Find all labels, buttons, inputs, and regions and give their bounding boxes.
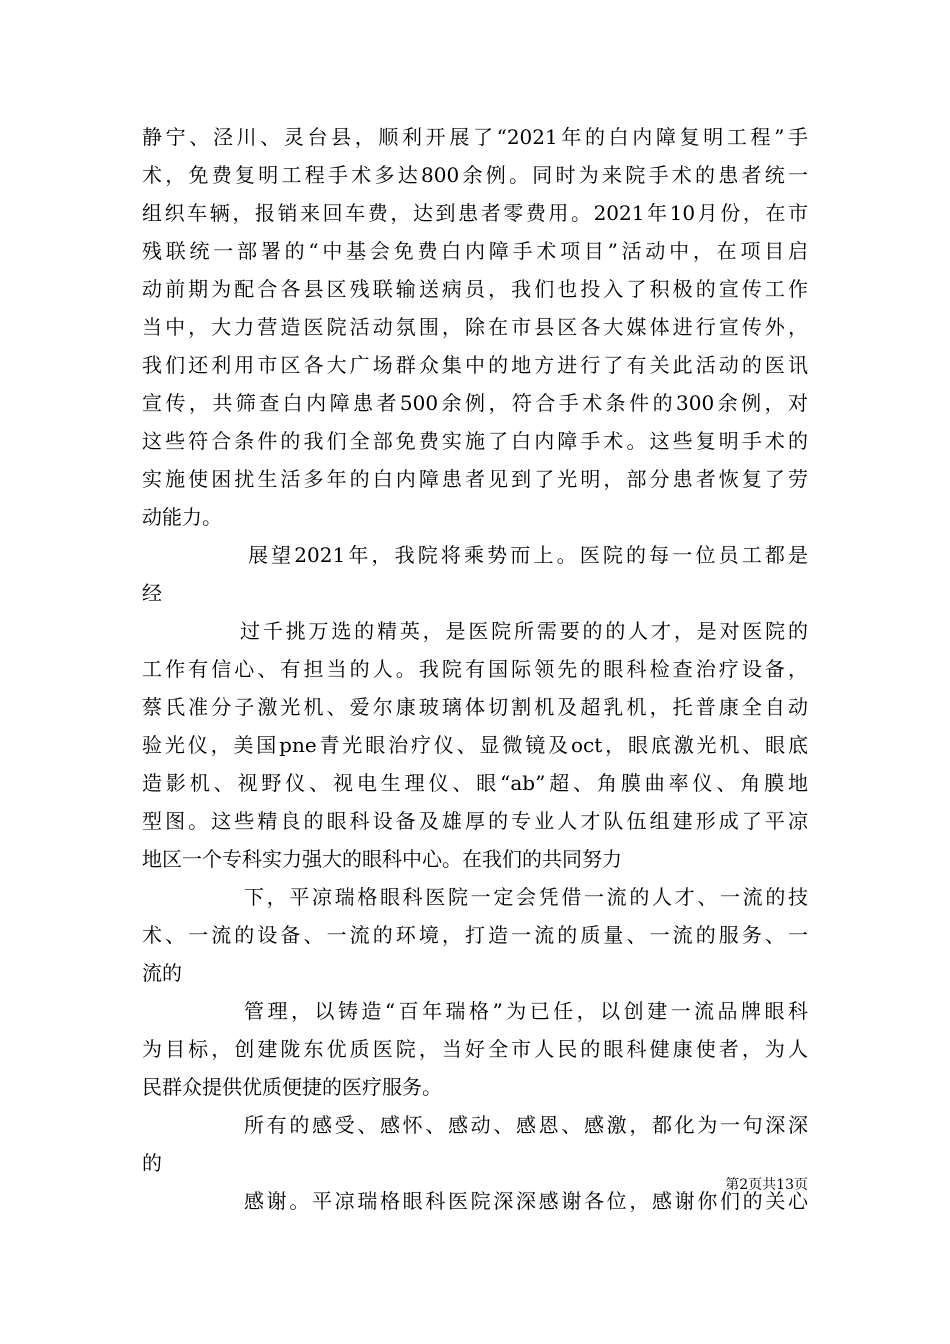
- text-line: 经: [142, 581, 162, 605]
- text-line: 展望2021年，我院将乘势而上。医院的每一位员工都是: [248, 543, 808, 567]
- text-line: 造影机、视野仪、视电生理仪、眼“ab”超、角膜曲率仪、角膜地: [142, 771, 808, 795]
- text-line: 动前期为配合各县区残联输送病员，我们也投入了积极的宣传工作: [142, 277, 808, 301]
- text-line: 我们还利用市区各大广场群众集中的地方进行了有关此活动的医讯: [142, 353, 808, 377]
- text-line: 静宁、泾川、灵台县，顺利开展了“2021年的白内障复明工程”手: [142, 125, 808, 149]
- text-line: 感谢。平凉瑞格眼科医院深深感谢各位，感谢你们的关心: [244, 1189, 808, 1213]
- text-line: 当中，大力营造医院活动氛围，除在市县区各大媒体进行宣传外，: [142, 315, 808, 339]
- text-line: 为目标，创建陇东优质医院，当好全市人民的眼科健康使者，为人: [142, 1037, 808, 1061]
- text-line: 验光仪，美国pne青光眼治疗仪、显微镜及oct，眼底激光机、眼底: [142, 733, 808, 757]
- text-line: 地区一个专科实力强大的眼科中心。在我们的共同努力: [142, 847, 622, 871]
- text-line: 型图。这些精良的眼科设备及雄厚的专业人才队伍组建形成了平凉: [142, 809, 808, 833]
- text-line: 术、一流的设备、一流的环境，打造一流的质量、一流的服务、一: [142, 923, 808, 947]
- text-line: 宣传，共筛查白内障患者500余例，符合手术条件的300余例，对: [142, 391, 808, 415]
- text-line: 过千挑万选的精英，是医院所需要的的人才，是对医院的: [240, 619, 808, 643]
- text-line: 组织车辆，报销来回车费，达到患者零费用。2021年10月份，在市: [142, 201, 808, 225]
- text-line: 流的: [142, 961, 182, 985]
- text-line: 这些符合条件的我们全部免费实施了白内障手术。这些复明手术的: [142, 429, 808, 453]
- text-line: 术，免费复明工程手术多达800余例。同时为来院手术的患者统一: [142, 163, 808, 187]
- text-line: 动能力。: [142, 505, 222, 529]
- text-line: 所有的感受、感怀、感动、感恩、感激，都化为一句深深: [244, 1113, 808, 1137]
- body-text: [142, 118, 808, 1220]
- text-line: 蔡氏准分子激光机、爱尔康玻璃体切割机及超乳机，托普康全自动: [142, 695, 808, 719]
- text-line: 工作有信心、有担当的人。我院有国际领先的眼科检查治疗设备，: [142, 657, 808, 681]
- text-line: 残联统一部署的“中基会免费白内障手术项目”活动中，在项目启: [142, 239, 808, 263]
- text-line: 的: [142, 1151, 162, 1175]
- text-line: 民群众提供优质便捷的医疗服务。: [142, 1075, 442, 1099]
- text-line: 管理，以铸造“百年瑞格”为已任，以创建一流品牌眼科: [244, 999, 808, 1023]
- text-line: 下，平凉瑞格眼科医院一定会凭借一流的人才、一流的技: [244, 885, 808, 909]
- text-line: 实施使困扰生活多年的白内障患者见到了光明，部分患者恢复了劳: [142, 467, 808, 491]
- page-number: 第2页共13页: [725, 1177, 808, 1193]
